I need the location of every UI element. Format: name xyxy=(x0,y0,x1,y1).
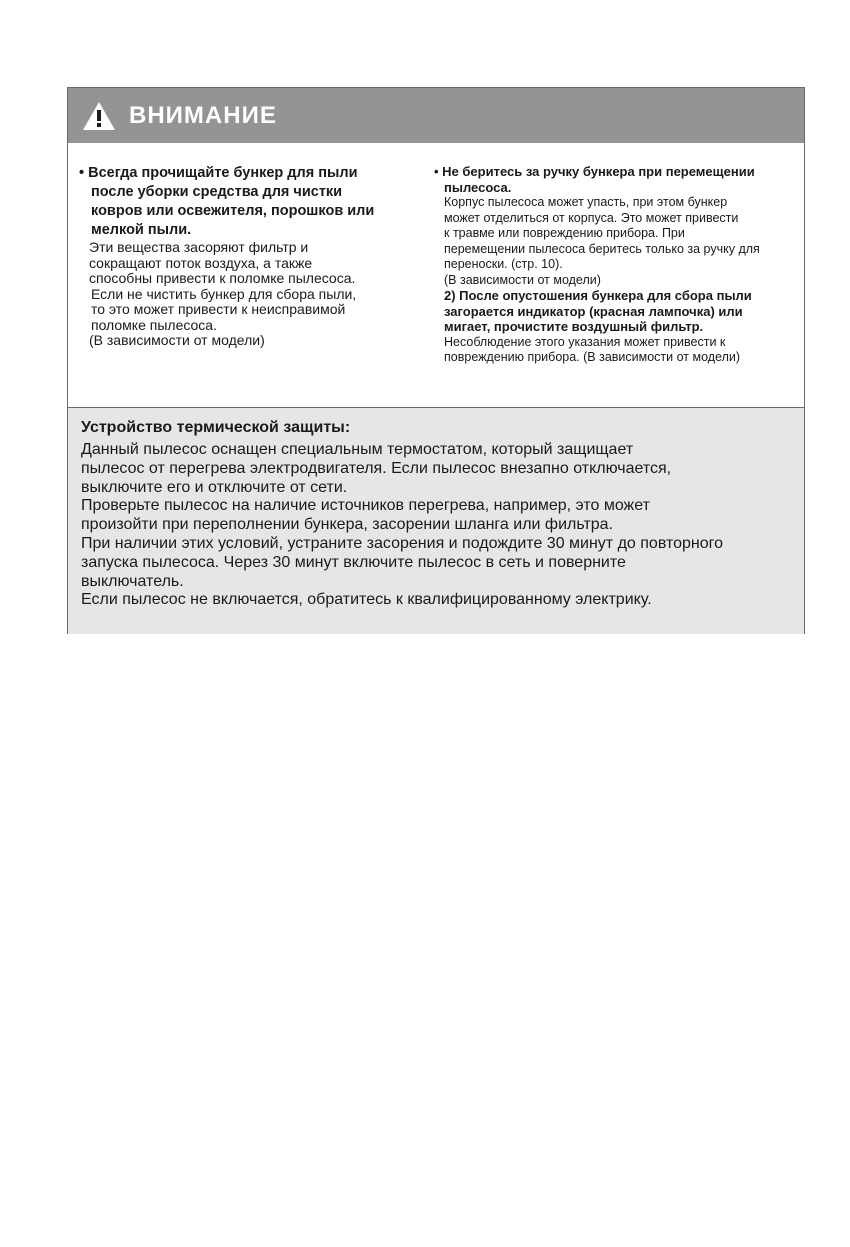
right-text-line: может отделиться от корпуса. Это может привести xyxy=(444,210,739,225)
warning-left-column xyxy=(79,164,419,349)
warning-title: ВНИМАНИЕ xyxy=(129,102,277,129)
thermal-line: Данный пылесос оснащен специальным термостатом, который защищает xyxy=(81,441,634,458)
thermal-line: При наличии этих условий, устраните засорения и подождите 30 минут до повторного xyxy=(81,534,724,552)
left-bold-line: мелкой пыли. xyxy=(91,222,192,238)
thermal-line: запуска пылесоса. Через 30 минут включите пылесос в сеть и поверните xyxy=(81,553,626,571)
left-text-line: Эти вещества засоряют фильтр и xyxy=(89,239,309,255)
left-text-line: то это может привести к неисправимой xyxy=(91,301,346,317)
right-text-line: Корпус пылесоса может упасть, при этом бункер xyxy=(444,195,728,209)
thermal-line: выключатель. xyxy=(81,572,184,590)
warning-right-column xyxy=(434,164,804,366)
left-text-line: сокращают поток воздуха, а также xyxy=(89,254,313,271)
right-text-line: Несоблюдение этого указания может привести к xyxy=(444,334,726,349)
right-text-line: повреждению прибора. (В зависимости от модели) xyxy=(444,350,741,364)
thermal-line: выключите его и отключите от сети. xyxy=(81,478,348,496)
left-text-line: поломке пылесоса. xyxy=(91,316,217,333)
warning-header xyxy=(68,88,804,143)
warning-panel xyxy=(67,87,805,634)
thermal-title: Устройство термической защиты: xyxy=(81,419,351,436)
right-bold-line: мигает, прочистите воздушный фильтр. xyxy=(444,319,704,334)
right-bold-line: • Не беритесь за ручку бункера при перемещении xyxy=(434,164,755,179)
thermal-line: Проверьте пылесос на наличие источников перегрева, например, это может xyxy=(81,497,650,515)
right-text-line: к травме или повреждению прибора. При xyxy=(444,226,685,240)
right-model-note: (В зависимости от модели) xyxy=(444,272,601,287)
left-bold-line: • Всегда прочищайте бункер для пыли xyxy=(79,165,358,181)
right-text-line: перемещении пылесоса беритесь только за ручку для xyxy=(444,241,760,256)
thermal-line: пылесос от перегрева электродвигателя. Если пылесос внезапно отключается, xyxy=(81,459,672,477)
left-bold-line: после уборки средства для чистки xyxy=(91,184,343,200)
right-text-line: переноски. (стр. 10). xyxy=(444,257,563,271)
left-bold-line: ковров или освежителя, порошков или xyxy=(91,203,375,219)
right-bold-line: 2) После опустошения бункера для сбора пыли xyxy=(444,288,752,303)
right-bold-line: загорается индикатор (красная лампочка) или xyxy=(444,303,743,319)
thermal-protection-section xyxy=(68,408,804,634)
thermal-body xyxy=(81,441,723,610)
left-text-line: Если не чистить бункер для сбора пыли, xyxy=(91,285,357,302)
thermal-line: Если пылесос не включается, обратитесь к квалифицированному электрику. xyxy=(81,591,652,609)
left-model-note: (В зависимости от модели) xyxy=(89,332,265,348)
warning-triangle-icon xyxy=(82,101,116,131)
right-bold-line: пылесоса. xyxy=(444,179,512,195)
thermal-line: произойти при переполнении бункера, засорении шланга или фильтра. xyxy=(81,516,614,534)
left-text-line: способны привести к поломке пылесоса. xyxy=(89,270,356,286)
